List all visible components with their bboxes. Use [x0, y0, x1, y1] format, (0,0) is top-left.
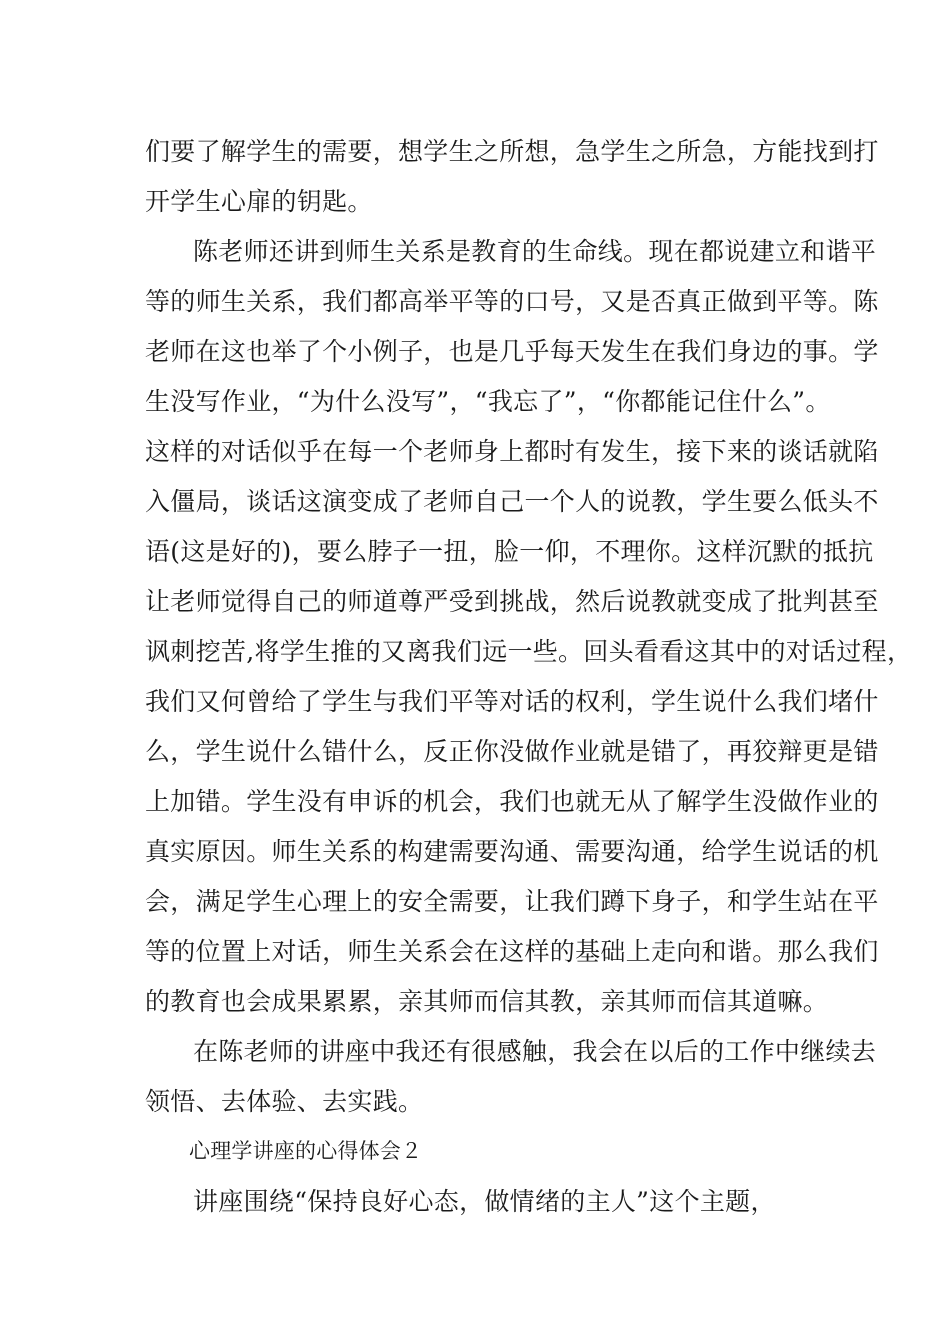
text-line: 真实原因。师生关系的构建需要沟通、需要沟通，给学生说话的机 — [145, 837, 879, 866]
text-line: 开学生心扉的钥匙。 — [145, 187, 373, 216]
text-line: 语(这是好的)，要么脖子一扭，脸一仰，不理你。这样沉默的抵抗 — [145, 537, 874, 566]
text-line: 等的师生关系，我们都高举平等的口号，又是否真正做到平等。陈 — [145, 287, 879, 316]
text-line: 么，学生说什么错什么，反正你没做作业就是错了，再狡辩更是错 — [145, 737, 879, 766]
text-line: 让老师觉得自己的师道尊严受到挑战，然后说教就变成了批判甚至 — [145, 587, 879, 616]
paragraph-start-line: 在陈老师的讲座中我还有很感触，我会在以后的工作中继续去 — [193, 1037, 877, 1066]
paragraph-start-line: 陈老师还讲到师生关系是教育的生命线。现在都说建立和谐平 — [193, 237, 877, 266]
text-line: 们要了解学生的需要，想学生之所想，急学生之所急，方能找到打 — [145, 137, 879, 166]
text-line: 的教育也会成果累累，亲其师而信其教，亲其师而信其道嘛。 — [145, 987, 829, 1016]
text-line: 领悟、去体验、去实践。 — [145, 1087, 424, 1116]
text-line: 老师在这也举了个小例子，也是几乎每天发生在我们身边的事。学 — [145, 337, 879, 366]
text-line: 入僵局，谈话这演变成了老师自己一个人的说教，学生要么低头不 — [145, 487, 879, 516]
text-line: 会，满足学生心理上的安全需要，让我们蹲下身子，和学生站在平 — [145, 887, 879, 916]
text-line: 这样的对话似乎在每一个老师身上都时有发生，接下来的谈话就陷 — [145, 437, 879, 466]
text-line: 上加错。学生没有申诉的机会，我们也就无从了解学生没做作业的 — [145, 787, 879, 816]
text-line: 等的位置上对话，师生关系会在这样的基础上走向和谐。那么我们 — [145, 937, 879, 966]
text-line: 我们又何曾给了学生与我们平等对话的权利，学生说什么我们堵什 — [145, 687, 879, 716]
text-line: 讽刺挖苦,将学生推的又离我们远一些。回头看看这其中的对话过程， — [145, 637, 913, 666]
paragraph-start-line: 讲座围绕“保持良好心态，做情绪的主人”这个主题， — [193, 1187, 776, 1216]
section-heading: 心理学讲座的心得体会２ — [189, 1139, 423, 1163]
text-line: 生没写作业，“为什么没写”，“我忘了”，“你都能记住什么”。 — [145, 387, 831, 416]
